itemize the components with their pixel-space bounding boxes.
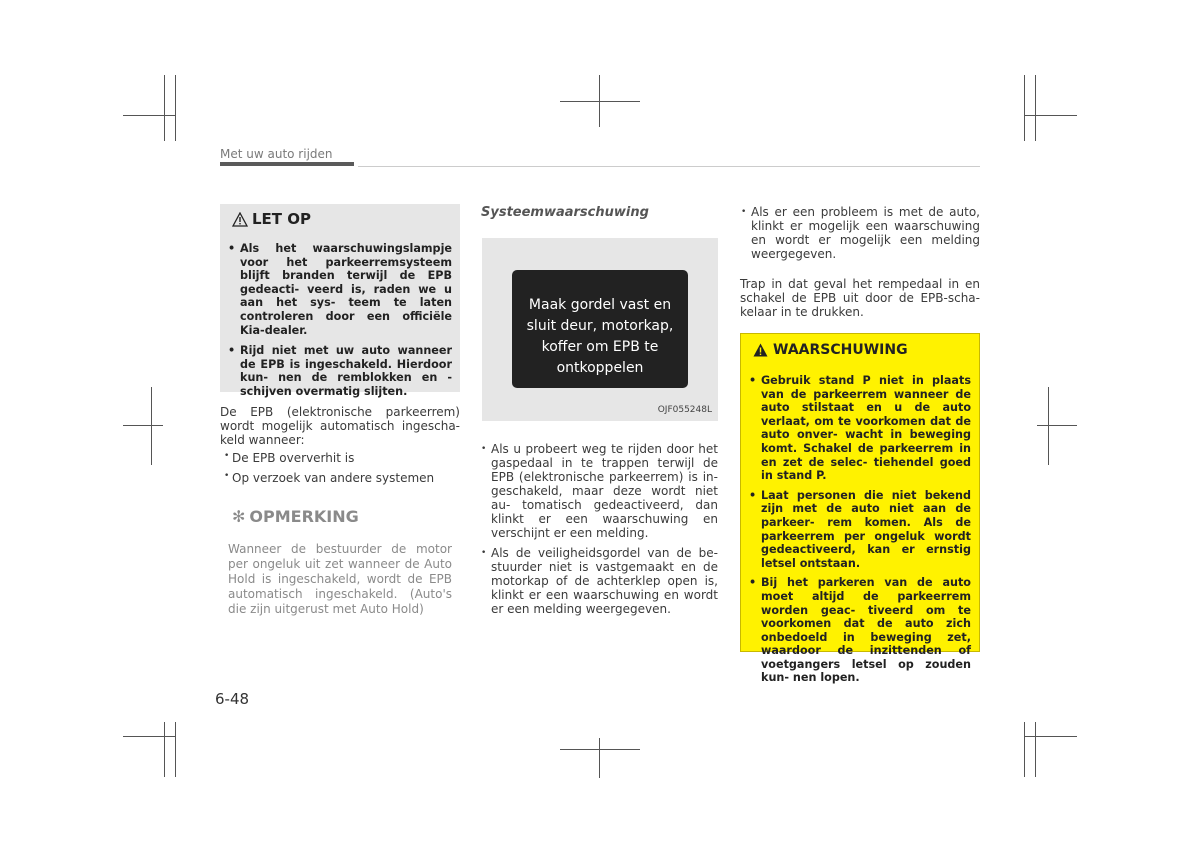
section-header-title: Met uw auto rijden	[220, 147, 333, 161]
crop-mark	[1035, 75, 1036, 141]
crop-mark	[164, 75, 165, 141]
caution-list	[228, 242, 452, 406]
crop-mark	[1024, 722, 1025, 777]
caution-title-text: LET OP	[252, 210, 312, 228]
crop-mark	[123, 115, 175, 116]
warning-triangle-icon	[232, 212, 248, 227]
cluster-display	[512, 270, 688, 388]
crop-mark	[175, 75, 176, 141]
registration-mark	[123, 425, 163, 426]
system-warning-item: • Als de veiligheidsgordel van de be- stuurder niet is vastgemaakt en de motorkap of de achterklep open is, klinkt er een waarschuwing en wordt er een melding weergegeven.	[481, 546, 718, 616]
note-title	[232, 507, 359, 526]
registration-mark	[1037, 425, 1077, 426]
instruction-paragraph: Trap in dat geval het rempedaal in en schakel de EPB uit door de EPB-scha- kelaar in te drukken.	[740, 277, 980, 319]
warning-item: • Gebruik stand P niet in plaats van de parkeerrem wanneer de auto stilstaat en u de auto verlaat, om te voorkomen dat de auto onver- wacht in beweging komt. Schakel de parkeerrem in en zet de selec- tiehendel goed in stand P.	[749, 374, 971, 483]
registration-mark	[599, 75, 600, 127]
intro-paragraph: De EPB (elektronische parkeerrem) wordt mogelijk automatisch ingescha- keld wanneer:	[220, 405, 460, 447]
section-header-bar	[220, 162, 354, 166]
problem-list	[741, 205, 980, 261]
page-number: 6-48	[215, 690, 250, 708]
note-text: Wanneer de bestuurder de motor per ongeluk uit zet wanneer de Auto Hold is ingeschakeld, wordt de EPB automatisch ingeschakeld. (Auto's die zijn uitgerust met Auto Hold)	[228, 542, 452, 616]
registration-mark	[599, 738, 600, 778]
system-warning-heading: Systeemwaarschuwing	[481, 205, 649, 220]
caution-box	[220, 204, 460, 398]
crop-mark	[1024, 75, 1025, 141]
figure-code: OJF055248L	[657, 405, 712, 415]
registration-mark	[1048, 387, 1049, 465]
problem-list-item: • Als er een probleem is met de auto, klinkt er mogelijk een waarschuwing en wordt er mogelijk een melding weergegeven.	[741, 205, 980, 261]
crop-mark	[164, 722, 165, 777]
crop-mark	[1025, 115, 1077, 116]
registration-mark	[560, 101, 640, 102]
caution-title	[232, 210, 311, 228]
registration-mark	[560, 749, 640, 750]
caution-item: • Als het waarschuwingslampje voor het parkeerremsysteem blijft branden terwijl de EPB gedeacti- veerd is, raden we u aan het sys- teem te laten controleren door een officiële Kia-dealer.	[228, 242, 452, 337]
crop-mark	[1035, 722, 1036, 777]
crop-mark	[123, 736, 175, 737]
warning-title-text: WAARSCHUWING	[773, 342, 908, 358]
warning-title	[753, 342, 908, 358]
note-title-text: OPMERKING	[249, 507, 359, 526]
crop-mark	[175, 722, 176, 777]
warning-item: • Bij het parkeren van de auto moet altijd de parkeerrem worden geac- tiveerd om te voorkomen dat de auto zich onbedoeld in beweging zet, waardoor de inzittenden of voetgangers letsel op zouden kun- nen lopen.	[749, 576, 971, 685]
figure-panel	[482, 238, 718, 421]
intro-list-item: • Op verzoek van andere systemen	[224, 471, 460, 485]
warning-item: • Laat personen die niet bekend zijn met de auto niet aan de parkeer- rem komen. Als de parkeerrem per ongeluk wordt gedeactiveerd, kan er ernstig letsel ontstaan.	[749, 489, 971, 571]
section-header-rule	[358, 166, 980, 167]
asterisk-icon: ✻	[232, 507, 246, 526]
warning-triangle-icon	[753, 343, 768, 357]
crop-mark	[1025, 736, 1077, 737]
caution-item: • Rijd niet met uw auto wanneer de EPB is ingeschakeld. Hierdoor kun- nen de remblokken en -schijven overmatig slijten.	[228, 344, 452, 398]
warning-list	[749, 374, 971, 691]
warning-box	[740, 333, 980, 685]
intro-list	[224, 471, 460, 485]
intro-list	[224, 451, 460, 465]
registration-mark	[151, 387, 152, 465]
cluster-display-message: Maak gordel vast en sluit deur, motorkap, koffer om EPB te ontkoppelen	[526, 297, 674, 376]
system-warning-item: • Als u probeert weg te rijden door het gaspedaal in te trappen terwijl de EPB (elektronische parkeerrem) is in- geschakeld, maar deze wordt niet au- tomatisch gedeactiveerd, dan klinkt er een waarschuwing en verschijnt er een melding.	[481, 442, 718, 540]
system-warning-list	[481, 442, 718, 622]
intro-list-item: • De EPB oververhit is	[224, 451, 460, 465]
